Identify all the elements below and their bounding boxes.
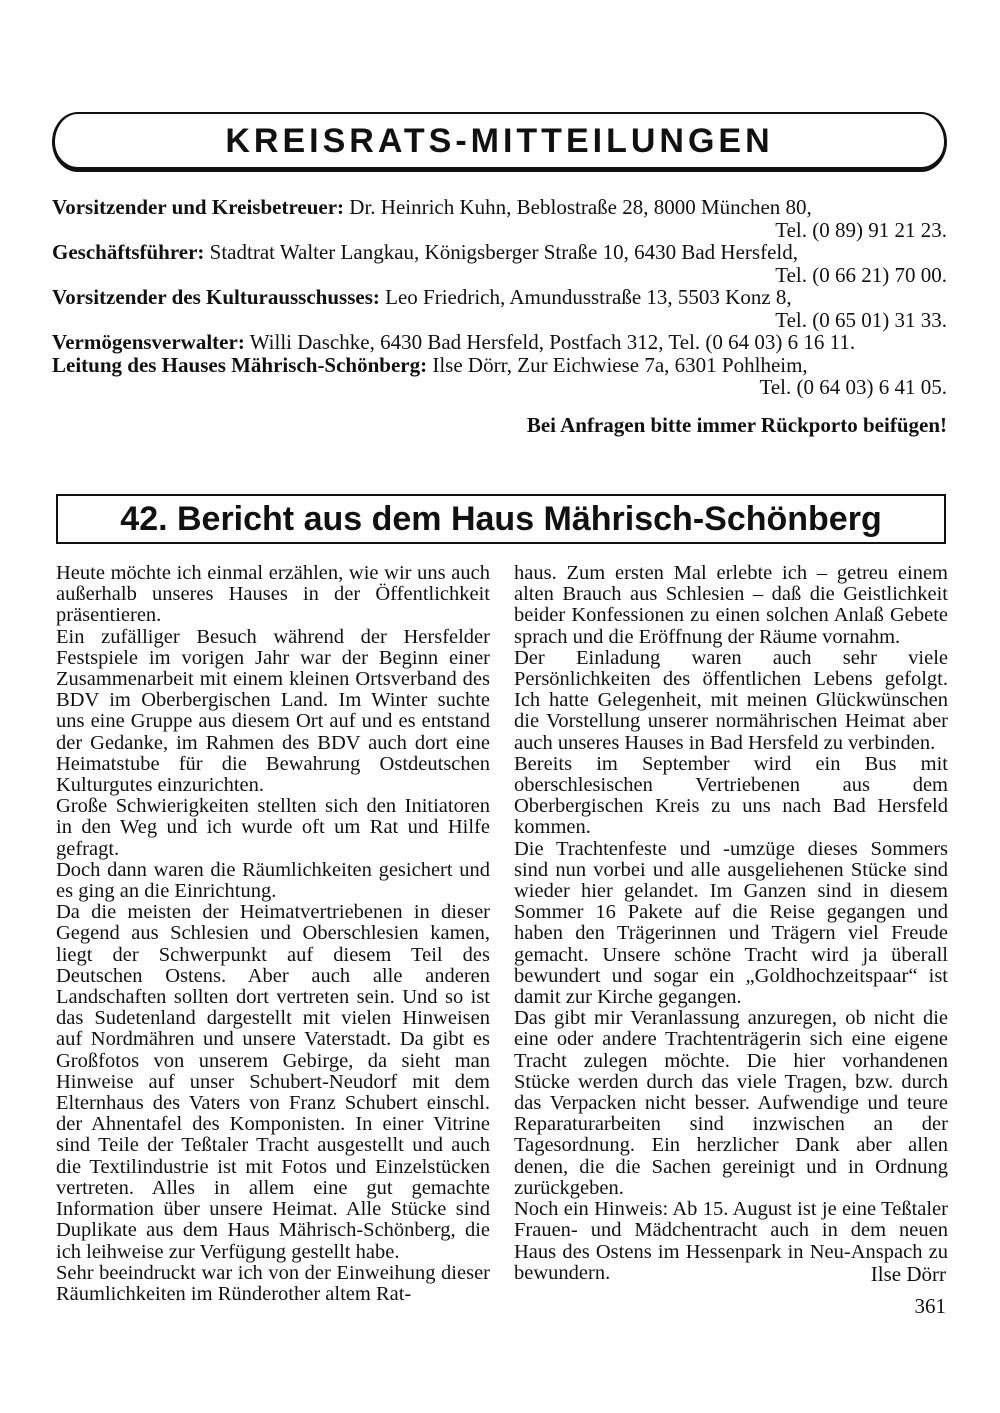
paragraph: Ein zufälliger Besuch während der Hersfelder Festspiele im vorigen Jahr war der Beginn einer Zusammenarbeit mit einem kleinen Ortsverband des BDV im Oberbergischen Land. Im Winter suchte uns eine Gruppe aus diesem Ort auf und es entstand der Gedanke, im Rahmen des BDV auch dort eine Heimatstube für die Bewahrung Ostdeutschen Kulturgutes einzurichten.	[56, 625, 490, 797]
paragraph: haus. Zum ersten Mal erlebte ich – getreu einem alten Brauch aus Schlesien – daß die Geistlichkeit beider Konfessionen zu einen solchen Anlaß Gebete sprach und die Eröffnung der Räume vornahm.	[514, 562, 948, 648]
contact-culture-chair	[52, 286, 947, 309]
section-title: 42. Bericht aus dem Haus Mährisch-Schönberg	[120, 500, 882, 538]
paragraph: Das gibt mir Veranlassung anzuregen, ob nicht die eine oder andere Trachtenträgerin sich eine eigene Tracht zulegen möchte. Die hier vorhandenen Stücke werden durch das viele Tragen, bzw. durch das Verpacken nicht besser. Aufwendige und teure Reparaturarbeiten sind inzwischen an der Tagesordnung. Ein herzlicher Dank aber allen denen, die die Sachen gereinigt und in Ordnung zurückgeben.	[514, 1007, 948, 1199]
contact-detail: Leo Friedrich, Amundusstraße 13, 5503 Konz 8,	[379, 285, 792, 309]
contact-asset-manager	[52, 331, 947, 354]
contact-chairman	[52, 196, 947, 219]
contact-role: Vorsitzender des Kulturausschusses:	[52, 285, 380, 309]
paragraph: Große Schwierigkeiten stellten sich den Initiatoren in den Weg und ich wurde oft um Rat und Hilfe gefragt.	[56, 795, 490, 860]
paragraph: Bereits im September wird ein Bus mit oberschlesischen Vertriebenen aus dem Oberbergischen Kreis zu uns nach Bad Hersfeld kommen.	[514, 752, 948, 839]
right-column	[514, 563, 948, 1284]
contact-phone: Tel. (0 89) 91 21 23.	[775, 217, 947, 242]
left-column	[56, 563, 490, 1305]
page-number: 361	[914, 1294, 946, 1318]
contact-house-director	[52, 354, 947, 377]
contact-detail: Willi Daschke, 6430 Bad Hersfeld, Postfach 312, Tel. (0 64 03) 6 16 11.	[244, 330, 856, 354]
contact-phone: Tel. (0 64 03) 6 41 05.	[759, 375, 947, 399]
header-banner	[52, 112, 947, 172]
section-header	[56, 494, 946, 544]
signature: Ilse Dörr	[870, 1262, 946, 1286]
contact-phone: Tel. (0 66 21) 70 00.	[775, 262, 947, 287]
paragraph: Der Einladung waren auch sehr viele Persönlichkeiten des öffentlichen Lebens gefolgt. Ich hatte Gelegenheit, mit meinen Glückwünschen die Vorstellung unserer normährischen Heimat aber auch unseres Hauses in Bad Hersfeld zu verbinden.	[514, 646, 948, 754]
banner-title: KREISRATS-MITTEILUNGEN	[225, 122, 774, 160]
contact-detail: Ilse Dörr, Zur Eichwiese 7a, 6301 Pohlheim,	[427, 352, 808, 377]
paragraph: Sehr beeindruckt war ich von der Einweihung dieser Räumlichkeiten im Ründerother altem Rat-	[56, 1261, 490, 1305]
contact-detail: Stadtrat Walter Langkau, Königsberger Straße 10, 6430 Bad Hersfeld,	[204, 240, 798, 264]
contact-list	[52, 196, 947, 399]
contact-phone: Tel. (0 65 01) 31 33.	[775, 307, 947, 332]
paragraph: Heute möchte ich einmal erzählen, wie wir uns auch außerhalb unseres Hauses in der Öffentlichkeit präsentieren.	[56, 562, 490, 627]
contact-role: Vorsitzender und Kreisbetreuer:	[52, 195, 345, 219]
contact-role: Vermögensverwalter:	[52, 330, 245, 354]
paragraph: Doch dann waren die Räumlichkeiten gesichert und es ging an die Einrichtung.	[56, 858, 490, 903]
contact-role: Geschäftsführer:	[52, 240, 205, 264]
contact-detail: Dr. Heinrich Kuhn, Beblostraße 28, 8000 München 80,	[344, 195, 812, 219]
postage-notice: Bei Anfragen bitte immer Rückporto beifügen!	[526, 413, 947, 437]
contact-role: Leitung des Hauses Mährisch-Schönberg:	[52, 352, 428, 377]
paragraph: Die Trachtenfeste und -umzüge dieses Sommers sind nun vorbei und alle ausgeliehenen Stücke sind wieder hier gelandet. Im Ganzen sind in diesem Sommer 16 Pakete auf die Reise gegangen und haben den Trägerinnen und Trägern viel Freude gemacht. Unsere schöne Tracht wird ja überall bewundert und sogar ein „Goldhochzeitspaar“ ist damit zur Kirche gegangen.	[514, 837, 948, 1009]
contact-manager	[52, 241, 947, 264]
paragraph: Da die meisten der Heimatvertriebenen in dieser Gegend aus Schlesien und Oberschlesien kamen, liegt der Schwerpunkt auf diesem Teil des Deutschen Ostens. Aber auch alle anderen Landschaften sollten dort vertreten sein. Und so ist das Sudetenland dargestellt mit vielen Hinweisen auf Nordmähren und unsere Vaterstadt. Da gibt es Großfotos von unserem Gebirge, da sieht man Hinweise auf unser Schubert-Neudorf mit dem Elternhaus des Vaters von Franz Schubert einschl. der Ahnentafel des Komponisten. In einer Vitrine sind Teile der Teßtaler Tracht ausgestellt und auch die Textilindustrie ist mit Fotos und Einzelstücken vertreten. Alles in allem eine gut gemachte Information über unsere Heimat. Alle Stücke sind Duplikate aus dem Haus Mährisch-Schönberg, die ich leihweise zur Verfügung gestellt habe.	[56, 901, 490, 1263]
paragraph: Noch ein Hinweis: Ab 15. August ist je eine Teßtaler Frauen- und Mädchentracht auch in dem neuen Haus des Ostens im Hessenpark in Neu-Anspach zu bewundern.	[514, 1198, 948, 1284]
